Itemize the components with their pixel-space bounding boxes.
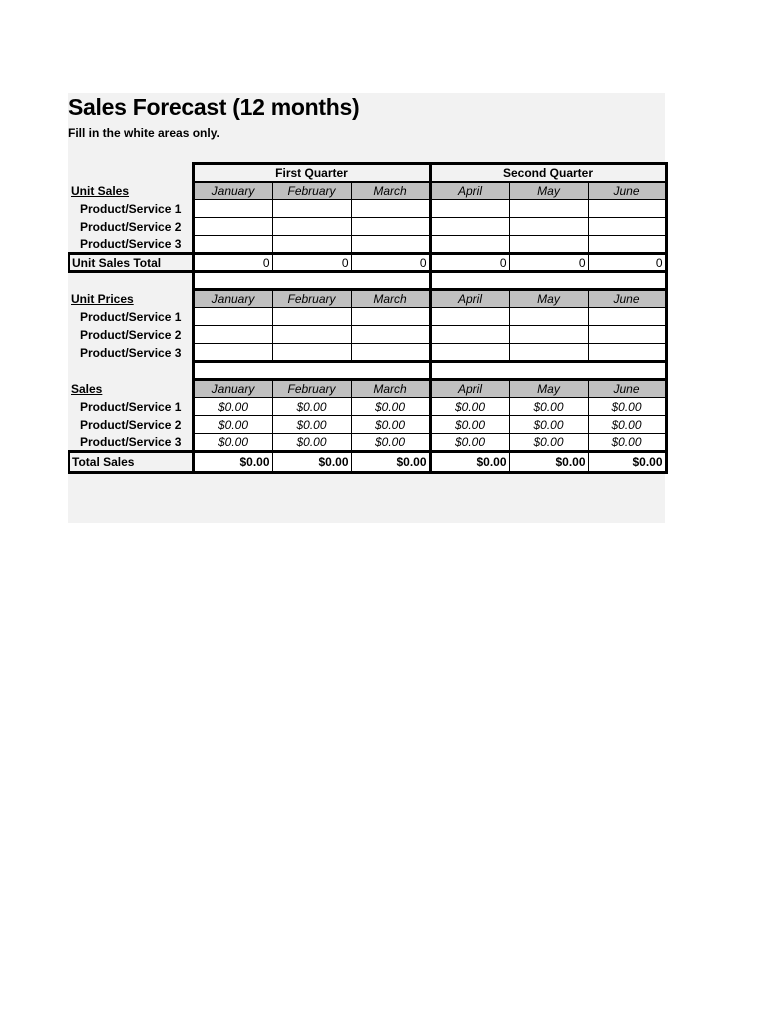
unit-sales-row xyxy=(69,218,666,236)
sales-value: $0.00 xyxy=(193,416,272,434)
sales-value: $0.00 xyxy=(430,398,509,416)
unit-sales-input[interactable] xyxy=(272,200,351,218)
sales-value: $0.00 xyxy=(272,398,351,416)
month-header: February xyxy=(272,182,351,200)
spacer-cell xyxy=(430,272,666,290)
unit-sales-input[interactable] xyxy=(588,236,666,254)
unit-sales-row xyxy=(69,236,666,254)
month-header: January xyxy=(193,290,272,308)
unit-price-input[interactable] xyxy=(509,326,588,344)
sales-row xyxy=(69,416,666,434)
month-header: June xyxy=(588,290,666,308)
forecast-table xyxy=(68,162,668,474)
month-header: March xyxy=(351,290,430,308)
unit-sales-total-value: 0 xyxy=(193,254,272,272)
total-sales-value: $0.00 xyxy=(588,452,666,473)
unit-sales-input[interactable] xyxy=(351,218,430,236)
unit-price-input[interactable] xyxy=(430,344,509,362)
sales-value: $0.00 xyxy=(588,398,666,416)
sales-value: $0.00 xyxy=(193,434,272,452)
unit-price-input[interactable] xyxy=(430,326,509,344)
month-header: February xyxy=(272,380,351,398)
month-header: May xyxy=(509,380,588,398)
unit-price-input[interactable] xyxy=(588,326,666,344)
unit-prices-row xyxy=(69,344,666,362)
unit-price-input[interactable] xyxy=(272,326,351,344)
sales-value: $0.00 xyxy=(430,416,509,434)
spacer-cell xyxy=(430,362,666,380)
month-header: March xyxy=(351,182,430,200)
unit-price-input[interactable] xyxy=(351,326,430,344)
unit-sales-input[interactable] xyxy=(193,218,272,236)
unit-sales-input[interactable] xyxy=(351,200,430,218)
unit-sales-total-value: 0 xyxy=(430,254,509,272)
unit-price-input[interactable] xyxy=(193,308,272,326)
spacer-row xyxy=(69,272,666,290)
unit-sales-input[interactable] xyxy=(509,236,588,254)
product-label: Product/Service 2 xyxy=(80,219,182,234)
spacer-cell xyxy=(193,362,430,380)
sales-value: $0.00 xyxy=(588,434,666,452)
unit-sales-total-row xyxy=(69,254,666,272)
unit-price-input[interactable] xyxy=(193,326,272,344)
empty-cell xyxy=(69,164,193,182)
unit-sales-input[interactable] xyxy=(588,200,666,218)
unit-sales-month-row xyxy=(69,182,666,200)
unit-price-input[interactable] xyxy=(193,344,272,362)
month-header: March xyxy=(351,380,430,398)
unit-sales-input[interactable] xyxy=(509,200,588,218)
sales-value: $0.00 xyxy=(193,398,272,416)
product-label: Product/Service 3 xyxy=(80,236,182,251)
month-header: January xyxy=(193,380,272,398)
sales-value: $0.00 xyxy=(351,416,430,434)
unit-sales-input[interactable] xyxy=(193,200,272,218)
page-title: Sales Forecast (12 months) xyxy=(68,94,360,120)
unit-sales-input[interactable] xyxy=(272,218,351,236)
unit-sales-input[interactable] xyxy=(430,218,509,236)
unit-sales-total-value: 0 xyxy=(351,254,430,272)
product-label: Product/Service 2 xyxy=(80,327,182,342)
month-header: April xyxy=(430,380,509,398)
sales-value: $0.00 xyxy=(351,398,430,416)
unit-prices-row xyxy=(69,308,666,326)
empty-cell xyxy=(69,362,193,380)
sales-value: $0.00 xyxy=(272,434,351,452)
unit-price-input[interactable] xyxy=(588,344,666,362)
product-label: Product/Service 2 xyxy=(80,417,182,432)
unit-prices-section-label: Unit Prices xyxy=(71,291,134,306)
sales-value: $0.00 xyxy=(272,416,351,434)
quarter-header-row xyxy=(69,164,666,182)
month-header: April xyxy=(430,290,509,308)
sales-row xyxy=(69,398,666,416)
unit-sales-input[interactable] xyxy=(351,236,430,254)
quarter-header-q2: Second Quarter xyxy=(430,164,666,182)
month-header: February xyxy=(272,290,351,308)
total-sales-row xyxy=(69,452,666,473)
total-sales-value: $0.00 xyxy=(430,452,509,473)
spacer-cell xyxy=(193,272,430,290)
unit-sales-input[interactable] xyxy=(588,218,666,236)
total-sales-value: $0.00 xyxy=(509,452,588,473)
month-header: May xyxy=(509,290,588,308)
unit-sales-total-value: 0 xyxy=(272,254,351,272)
page-subtitle: Fill in the white areas only. xyxy=(68,126,220,140)
sales-value: $0.00 xyxy=(509,434,588,452)
unit-sales-input[interactable] xyxy=(193,236,272,254)
sales-value: $0.00 xyxy=(588,416,666,434)
product-label: Product/Service 1 xyxy=(80,201,182,216)
sales-value: $0.00 xyxy=(509,416,588,434)
unit-price-input[interactable] xyxy=(588,308,666,326)
unit-sales-total-value: 0 xyxy=(509,254,588,272)
unit-sales-total-label: Unit Sales Total xyxy=(69,254,193,272)
month-header: January xyxy=(193,182,272,200)
sales-section-label: Sales xyxy=(71,381,103,396)
unit-price-input[interactable] xyxy=(509,308,588,326)
unit-price-input[interactable] xyxy=(272,308,351,326)
unit-price-input[interactable] xyxy=(351,344,430,362)
unit-price-input[interactable] xyxy=(430,308,509,326)
unit-price-input[interactable] xyxy=(509,344,588,362)
unit-price-input[interactable] xyxy=(351,308,430,326)
total-sales-value: $0.00 xyxy=(193,452,272,473)
sales-value: $0.00 xyxy=(509,398,588,416)
empty-cell xyxy=(69,272,193,290)
unit-sales-section-label: Unit Sales xyxy=(71,183,130,198)
month-header: June xyxy=(588,380,666,398)
product-label: Product/Service 1 xyxy=(80,309,182,324)
sales-month-row xyxy=(69,380,666,398)
month-header: June xyxy=(588,182,666,200)
unit-sales-input[interactable] xyxy=(430,236,509,254)
unit-prices-month-row xyxy=(69,290,666,308)
total-sales-label: Total Sales xyxy=(69,452,193,473)
unit-sales-input[interactable] xyxy=(430,200,509,218)
sales-value: $0.00 xyxy=(351,434,430,452)
unit-sales-total-value: 0 xyxy=(588,254,666,272)
unit-sales-input[interactable] xyxy=(272,236,351,254)
month-header: May xyxy=(509,182,588,200)
quarter-header-q1: First Quarter xyxy=(193,164,430,182)
product-label: Product/Service 3 xyxy=(80,345,182,360)
unit-sales-input[interactable] xyxy=(509,218,588,236)
product-label: Product/Service 3 xyxy=(80,434,182,449)
total-sales-value: $0.00 xyxy=(272,452,351,473)
sales-row xyxy=(69,434,666,452)
unit-price-input[interactable] xyxy=(272,344,351,362)
total-sales-value: $0.00 xyxy=(351,452,430,473)
sales-value: $0.00 xyxy=(430,434,509,452)
unit-prices-row xyxy=(69,326,666,344)
month-header: April xyxy=(430,182,509,200)
product-label: Product/Service 1 xyxy=(80,399,182,414)
unit-sales-row xyxy=(69,200,666,218)
spacer-row xyxy=(69,362,666,380)
